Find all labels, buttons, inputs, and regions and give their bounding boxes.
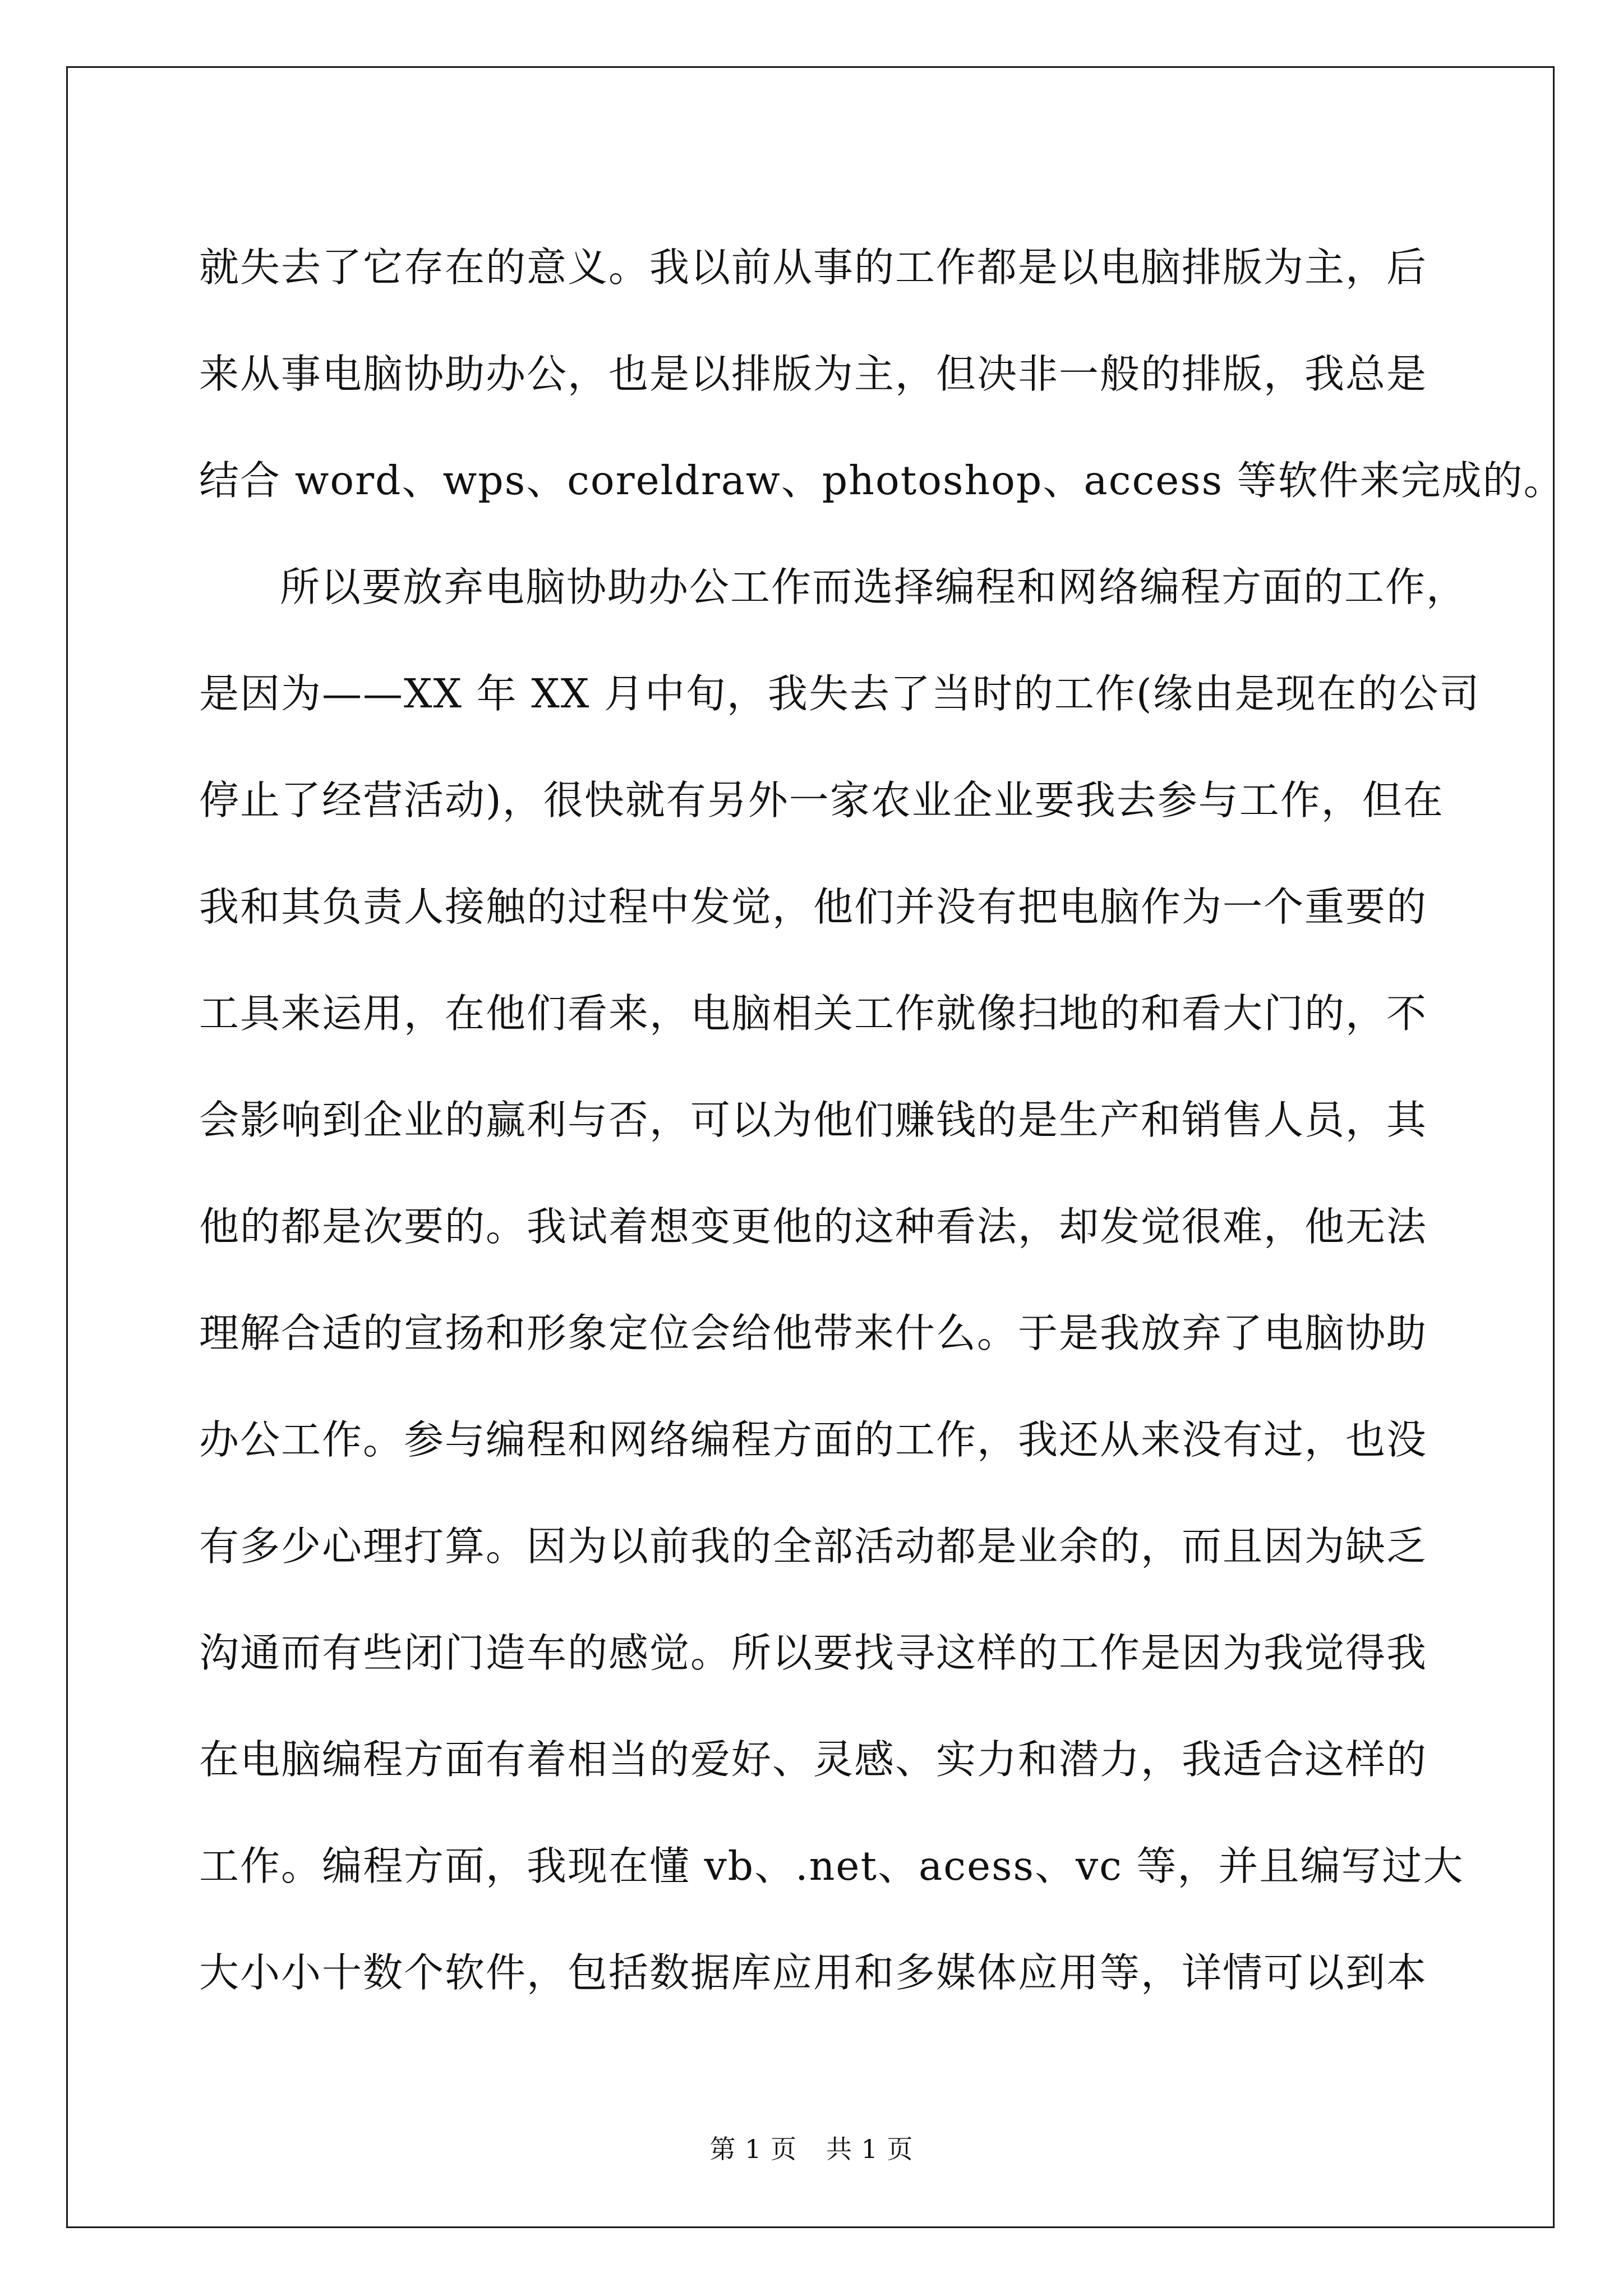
page-number: 第 1 页: [709, 2134, 797, 2164]
text-line-8: 工具来运用，在他们看来，电脑相关工作就像扫地的和看大门的，不: [199, 990, 1428, 1037]
text-line-14: 沟通而有些闭门造车的感觉。所以要找寻这样的工作是因为我觉得我: [199, 1630, 1428, 1676]
text-line-3: 结合 word、wps、coreldraw、photoshop、access 等软件来完成的。: [199, 457, 1565, 504]
text-line-15: 在电脑编程方面有着相当的爱好、灵感、实力和潜力，我适合这样的: [199, 1736, 1428, 1783]
text-line-13: 有多少心理打算。因为以前我的全部活动都是业余的，而且因为缺乏: [199, 1523, 1428, 1570]
text-line-4: 所以要放弃电脑协助办公工作而选择编程和网络编程方面的工作，: [280, 564, 1468, 610]
text-line-2: 来从事电脑协助办公，也是以排版为主，但决非一般的排版，我总是: [199, 351, 1428, 397]
text-line-12: 办公工作。参与编程和网络编程方面的工作，我还从来没有过，也没: [199, 1416, 1428, 1463]
text-line-17: 大小小十数个软件，包括数据库应用和多媒体应用等，详情可以到本: [199, 1949, 1428, 1996]
page-total: 共 1 页: [826, 2134, 914, 2164]
text-line-11: 理解合适的宣扬和形象定位会给他带来什么。于是我放弃了电脑协助: [199, 1310, 1428, 1356]
text-line-7: 我和其负责人接触的过程中发觉，他们并没有把电脑作为一个重要的: [199, 884, 1428, 930]
text-line-5: 是因为——XX 年 XX 月中旬，我失去了当时的工作(缘由是现在的公司: [199, 670, 1481, 717]
text-line-6: 停止了经营活动)，很快就有另外一家农业企业要我去参与工作，但在: [199, 777, 1444, 823]
document-body: [199, 214, 1565, 2026]
text-line-9: 会影响到企业的赢利与否，可以为他们赚钱的是生产和销售人员，其: [199, 1097, 1428, 1143]
text-line-10: 他的都是次要的。我试着想变更他的这种看法，却发觉很难，他无法: [199, 1203, 1428, 1250]
text-line-16: 工作。编程方面，我现在懂 vb、.net、acess、vc 等，并且编写过大: [199, 1843, 1464, 1889]
page-footer: [0, 2129, 1623, 2166]
text-line-1: 就失去了它存在的意义。我以前从事的工作都是以电脑排版为主，后: [199, 244, 1428, 291]
